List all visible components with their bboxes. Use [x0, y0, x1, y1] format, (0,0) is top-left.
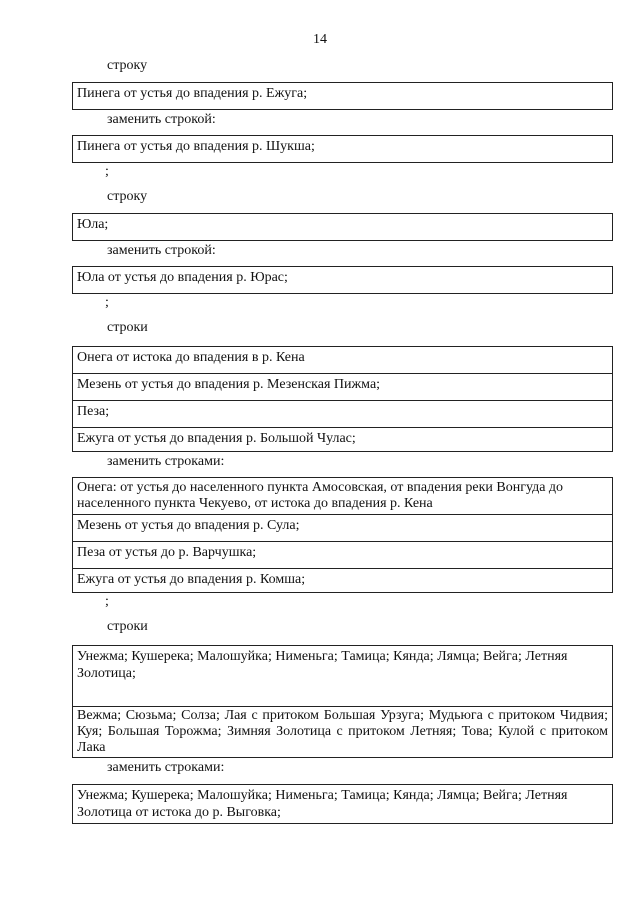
semicolon: ; [105, 594, 109, 609]
label-stroku: строку [107, 189, 148, 204]
table-row: Вежма; Сюзьма; Солза; Лая с притоком Большая Урзуга; Мудьюга с притоком Чидвия; Куя; Большая Торожма; Зимняя Золотица с притоком Летняя; Това; Кулой с притоком Лака [77, 708, 608, 755]
table-row: Онега от истока до впадения в р. Кена [73, 347, 612, 374]
table-row: Унежма; Кушерека; Малошуйка; Нименьга; Тамица; Кянда; Лямца; Вейга; Летняя Золотица; [73, 646, 612, 707]
label-zamenit-stroki: заменить строками: [107, 454, 225, 469]
new-line-box: Пинега от устья до впадения р. Шукша; [72, 135, 613, 163]
new-line-box: Унежма; Кушерека; Малошуйка; Нименьга; Тамица; Кянда; Лямца; Вейга; Летняя Золотица от истока до р. Выговка; [72, 784, 613, 824]
label-stroku: строку [107, 58, 148, 73]
old-lines-table [72, 645, 613, 758]
table-row: Мезень от устья до впадения р. Сула; [73, 515, 612, 542]
old-line-box: Пинега от устья до впадения р. Ежуга; [72, 82, 613, 110]
semicolon: ; [105, 164, 109, 179]
semicolon: ; [105, 295, 109, 310]
table-row: Мезень от устья до впадения р. Мезенская Пижма; [73, 374, 612, 401]
old-lines-table [72, 346, 613, 452]
label-stroki: строки [107, 320, 148, 335]
old-line-box: Юла; [72, 213, 613, 241]
label-stroki: строки [107, 619, 148, 634]
table-row: Ежуга от устья до впадения р. Большой Чулас; [77, 431, 356, 446]
new-line-box: Юла от устья до впадения р. Юрас; [72, 266, 613, 294]
label-zamenit: заменить строкой: [107, 243, 216, 258]
page-number: 14 [313, 32, 327, 47]
table-row: Пеза от устья до р. Варчушка; [73, 542, 612, 569]
label-zamenit: заменить строкой: [107, 112, 216, 127]
table-row: Пеза; [73, 401, 612, 428]
table-row: Онега: от устья до населенного пункта Амосовская, от впадения реки Вонгуда до населенного пункта Чекуево, от истока до впадения р. Кена [73, 478, 612, 515]
label-zamenit-stroki: заменить строками: [107, 760, 225, 775]
table-row: Ежуга от устья до впадения р. Комша; [77, 572, 306, 587]
new-lines-table [72, 477, 613, 593]
